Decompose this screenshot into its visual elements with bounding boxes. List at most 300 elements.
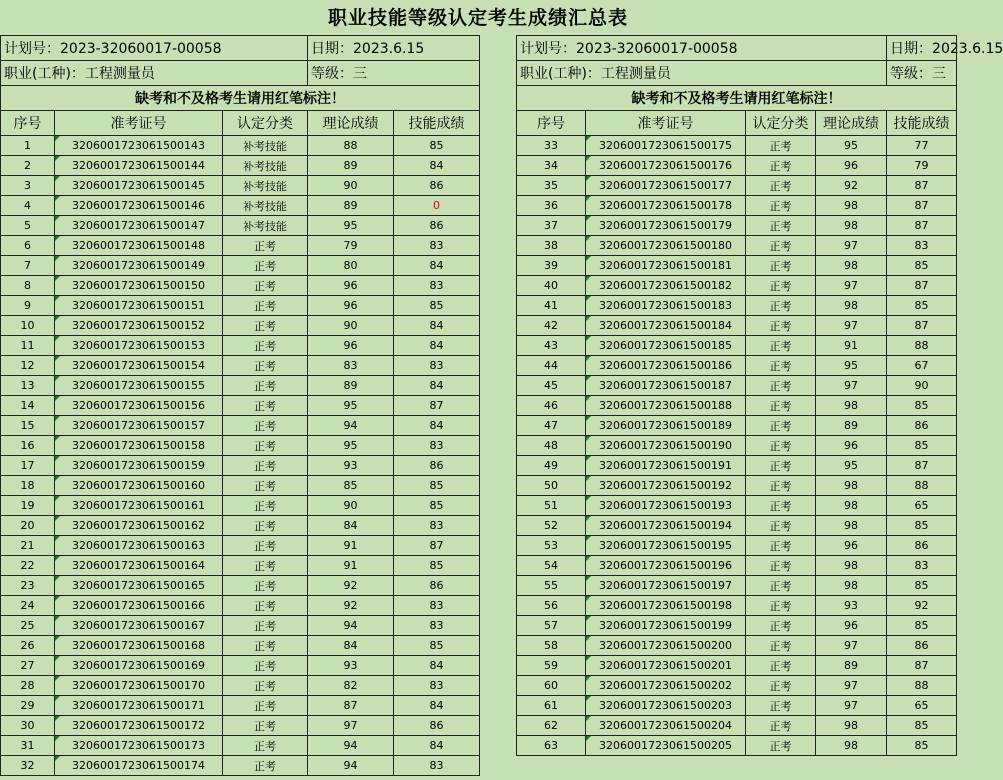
skill-cell: 85 (394, 636, 480, 656)
seq-cell: 13 (1, 376, 55, 396)
exam-date: 日期：2023.6.15 (308, 36, 480, 61)
ticket-cell: 3206001723061500181 (586, 256, 746, 276)
ticket-cell: 3206001723061500198 (586, 596, 746, 616)
category-cell: 正考 (746, 456, 816, 476)
skill-cell: 84 (394, 336, 480, 356)
table-row (1, 656, 480, 676)
category-cell: 正考 (746, 536, 816, 556)
table-row (517, 136, 957, 156)
theory-cell: 96 (308, 336, 394, 356)
skill-cell: 90 (887, 376, 957, 396)
category-cell: 正考 (746, 436, 816, 456)
theory-cell: 98 (816, 396, 887, 416)
category-cell: 正考 (223, 496, 308, 516)
seq-cell: 16 (1, 436, 55, 456)
theory-cell: 98 (816, 196, 887, 216)
ticket-cell: 3206001723061500157 (55, 416, 223, 436)
theory-cell: 91 (308, 556, 394, 576)
skill-cell: 67 (887, 356, 957, 376)
table-row (517, 356, 957, 376)
ticket-cell: 3206001723061500143 (55, 136, 223, 156)
theory-cell: 97 (816, 236, 887, 256)
header-skill: 技能成绩 (887, 111, 957, 136)
ticket-cell: 3206001723061500155 (55, 376, 223, 396)
ticket-cell: 3206001723061500190 (586, 436, 746, 456)
ticket-cell: 3206001723061500201 (586, 656, 746, 676)
category-cell: 正考 (223, 456, 308, 476)
category-cell: 补考技能 (223, 216, 308, 236)
red-pen-note: 缺考和不及格考生请用红笔标注！ (1, 86, 480, 111)
seq-cell: 9 (1, 296, 55, 316)
ticket-cell: 3206001723061500188 (586, 396, 746, 416)
seq-cell: 25 (1, 616, 55, 636)
category-cell: 正考 (746, 276, 816, 296)
ticket-cell: 3206001723061500168 (55, 636, 223, 656)
seq-cell: 28 (1, 676, 55, 696)
ticket-cell: 3206001723061500152 (55, 316, 223, 336)
seq-cell: 24 (1, 596, 55, 616)
theory-cell: 89 (308, 156, 394, 176)
category-cell: 正考 (223, 696, 308, 716)
seq-cell: 23 (1, 576, 55, 596)
table-row (1, 356, 480, 376)
seq-cell: 41 (517, 296, 586, 316)
table-row (517, 596, 957, 616)
seq-cell: 47 (517, 416, 586, 436)
category-cell: 正考 (746, 516, 816, 536)
table-row (517, 736, 957, 756)
skill-cell: 83 (394, 436, 480, 456)
skill-cell: 88 (887, 336, 957, 356)
ticket-cell: 3206001723061500147 (55, 216, 223, 236)
ticket-cell: 3206001723061500202 (586, 676, 746, 696)
plan-number: 计划号：2023-32060017-00058 (1, 36, 308, 61)
theory-cell: 97 (816, 636, 887, 656)
seq-cell: 50 (517, 476, 586, 496)
skill-cell: 88 (887, 476, 957, 496)
category-cell: 正考 (746, 336, 816, 356)
skill-cell: 85 (887, 256, 957, 276)
ticket-cell: 3206001723061500178 (586, 196, 746, 216)
ticket-cell: 3206001723061500165 (55, 576, 223, 596)
theory-cell: 98 (816, 496, 887, 516)
theory-cell: 97 (308, 716, 394, 736)
table-row (1, 516, 480, 536)
table-row (1, 196, 480, 216)
ticket-cell: 3206001723061500184 (586, 316, 746, 336)
theory-cell: 90 (308, 316, 394, 336)
category-cell: 正考 (746, 196, 816, 216)
skill-cell: 85 (394, 556, 480, 576)
skill-cell: 65 (887, 496, 957, 516)
category-cell: 正考 (223, 636, 308, 656)
theory-cell: 91 (308, 536, 394, 556)
ticket-cell: 3206001723061500154 (55, 356, 223, 376)
header-theory: 理论成绩 (308, 111, 394, 136)
skill-cell: 86 (394, 216, 480, 236)
ticket-cell: 3206001723061500146 (55, 196, 223, 216)
theory-cell: 97 (816, 676, 887, 696)
theory-cell: 98 (816, 576, 887, 596)
table-row (517, 476, 957, 496)
ticket-cell: 3206001723061500191 (586, 456, 746, 476)
table-row (517, 556, 957, 576)
ticket-cell: 3206001723061500167 (55, 616, 223, 636)
category-cell: 正考 (223, 436, 308, 456)
theory-cell: 89 (308, 376, 394, 396)
theory-cell: 94 (308, 736, 394, 756)
exam-date: 日期：2023.6.15 (887, 36, 957, 61)
table-row (517, 536, 957, 556)
category-cell: 正考 (746, 596, 816, 616)
ticket-cell: 3206001723061500196 (586, 556, 746, 576)
table-row (517, 256, 957, 276)
skill-cell: 85 (887, 576, 957, 596)
skill-cell: 85 (887, 296, 957, 316)
header-category: 认定分类 (746, 111, 816, 136)
category-cell: 正考 (223, 756, 308, 776)
category-cell: 正考 (223, 256, 308, 276)
seq-cell: 31 (1, 736, 55, 756)
table-row (1, 576, 480, 596)
category-cell: 正考 (746, 736, 816, 756)
ticket-cell: 3206001723061500148 (55, 236, 223, 256)
theory-cell: 85 (308, 476, 394, 496)
table-row (517, 196, 957, 216)
seq-cell: 62 (517, 716, 586, 736)
seq-cell: 57 (517, 616, 586, 636)
table-row (517, 236, 957, 256)
skill-cell: 86 (887, 636, 957, 656)
ticket-cell: 3206001723061500174 (55, 756, 223, 776)
theory-cell: 98 (816, 256, 887, 276)
skill-cell: 77 (887, 136, 957, 156)
ticket-cell: 3206001723061500180 (586, 236, 746, 256)
seq-cell: 4 (1, 196, 55, 216)
skill-cell: 86 (887, 536, 957, 556)
table-row (1, 596, 480, 616)
seq-cell: 29 (1, 696, 55, 716)
seq-cell: 48 (517, 436, 586, 456)
seq-cell: 61 (517, 696, 586, 716)
skill-cell: 86 (394, 456, 480, 476)
table-row (1, 296, 480, 316)
occupation: 职业(工种)：工程测量员 (1, 61, 308, 86)
seq-cell: 8 (1, 276, 55, 296)
theory-cell: 91 (816, 336, 887, 356)
seq-cell: 1 (1, 136, 55, 156)
category-cell: 正考 (223, 536, 308, 556)
theory-cell: 98 (816, 736, 887, 756)
skill-cell: 85 (394, 136, 480, 156)
theory-cell: 94 (308, 416, 394, 436)
skill-cell: 85 (394, 496, 480, 516)
skill-cell: 83 (394, 236, 480, 256)
seq-cell: 6 (1, 236, 55, 256)
ticket-cell: 3206001723061500193 (586, 496, 746, 516)
category-cell: 正考 (223, 716, 308, 736)
seq-cell: 22 (1, 556, 55, 576)
table-row (517, 716, 957, 736)
table-row (1, 256, 480, 276)
table-row (1, 736, 480, 756)
seq-cell: 18 (1, 476, 55, 496)
table-row (517, 156, 957, 176)
category-cell: 正考 (746, 396, 816, 416)
skill-cell: 87 (887, 316, 957, 336)
ticket-cell: 3206001723061500170 (55, 676, 223, 696)
theory-cell: 93 (308, 456, 394, 476)
seq-cell: 20 (1, 516, 55, 536)
category-cell: 正考 (223, 476, 308, 496)
seq-cell: 21 (1, 536, 55, 556)
table-row (517, 616, 957, 636)
ticket-cell: 3206001723061500166 (55, 596, 223, 616)
ticket-cell: 3206001723061500156 (55, 396, 223, 416)
seq-cell: 26 (1, 636, 55, 656)
ticket-cell: 3206001723061500158 (55, 436, 223, 456)
category-cell: 正考 (223, 616, 308, 636)
seq-cell: 60 (517, 676, 586, 696)
ticket-cell: 3206001723061500159 (55, 456, 223, 476)
category-cell: 正考 (746, 476, 816, 496)
skill-cell: 84 (394, 376, 480, 396)
table-row (1, 416, 480, 436)
theory-cell: 97 (816, 276, 887, 296)
ticket-cell: 3206001723061500164 (55, 556, 223, 576)
seq-cell: 30 (1, 716, 55, 736)
skill-cell: 84 (394, 256, 480, 276)
theory-cell: 97 (816, 316, 887, 336)
ticket-cell: 3206001723061500189 (586, 416, 746, 436)
skill-cell: 88 (887, 676, 957, 696)
skill-cell: 87 (887, 216, 957, 236)
ticket-cell: 3206001723061500169 (55, 656, 223, 676)
skill-cell: 65 (887, 696, 957, 716)
category-cell: 正考 (746, 316, 816, 336)
category-cell: 正考 (746, 656, 816, 676)
theory-cell: 96 (816, 536, 887, 556)
theory-cell: 98 (816, 556, 887, 576)
table-row (1, 636, 480, 656)
theory-cell: 90 (308, 176, 394, 196)
seq-cell: 45 (517, 376, 586, 396)
skill-cell: 83 (887, 236, 957, 256)
theory-cell: 95 (816, 456, 887, 476)
ticket-cell: 3206001723061500204 (586, 716, 746, 736)
ticket-cell: 3206001723061500161 (55, 496, 223, 516)
theory-cell: 92 (308, 576, 394, 596)
category-cell: 正考 (746, 176, 816, 196)
theory-cell: 92 (816, 176, 887, 196)
seq-cell: 5 (1, 216, 55, 236)
table-row (517, 676, 957, 696)
table-row (1, 436, 480, 456)
ticket-cell: 3206001723061500185 (586, 336, 746, 356)
theory-cell: 82 (308, 676, 394, 696)
table-row (1, 476, 480, 496)
table-row (517, 376, 957, 396)
table-row (1, 716, 480, 736)
category-cell: 正考 (223, 516, 308, 536)
category-cell: 正考 (746, 616, 816, 636)
category-cell: 正考 (223, 396, 308, 416)
category-cell: 正考 (746, 416, 816, 436)
header-category: 认定分类 (223, 111, 308, 136)
theory-cell: 98 (816, 476, 887, 496)
table-row (517, 656, 957, 676)
table-row (1, 236, 480, 256)
category-cell: 正考 (223, 356, 308, 376)
theory-cell: 89 (816, 656, 887, 676)
seq-cell: 12 (1, 356, 55, 376)
theory-cell: 88 (308, 136, 394, 156)
category-cell: 正考 (746, 236, 816, 256)
skill-cell: 84 (394, 156, 480, 176)
ticket-cell: 3206001723061500172 (55, 716, 223, 736)
theory-cell: 98 (816, 516, 887, 536)
skill-cell: 85 (887, 716, 957, 736)
table-row (517, 576, 957, 596)
category-cell: 正考 (223, 336, 308, 356)
seq-cell: 35 (517, 176, 586, 196)
seq-cell: 58 (517, 636, 586, 656)
theory-cell: 96 (308, 296, 394, 316)
ticket-cell: 3206001723061500194 (586, 516, 746, 536)
ticket-cell: 3206001723061500200 (586, 636, 746, 656)
theory-cell: 90 (308, 496, 394, 516)
theory-cell: 83 (308, 356, 394, 376)
theory-cell: 84 (308, 516, 394, 536)
category-cell: 正考 (223, 736, 308, 756)
category-cell: 正考 (746, 676, 816, 696)
table-row (517, 336, 957, 356)
skill-cell: 83 (394, 616, 480, 636)
table-row (517, 296, 957, 316)
table-row (517, 176, 957, 196)
ticket-cell: 3206001723061500197 (586, 576, 746, 596)
header-seq: 序号 (1, 111, 55, 136)
seq-cell: 56 (517, 596, 586, 616)
table-row (1, 496, 480, 516)
skill-cell: 85 (887, 436, 957, 456)
category-cell: 正考 (223, 416, 308, 436)
category-cell: 正考 (746, 356, 816, 376)
table-row (517, 316, 957, 336)
seq-cell: 36 (517, 196, 586, 216)
seq-cell: 7 (1, 256, 55, 276)
table-row (517, 456, 957, 476)
seq-cell: 2 (1, 156, 55, 176)
seq-cell: 51 (517, 496, 586, 516)
header-theory: 理论成绩 (816, 111, 887, 136)
ticket-cell: 3206001723061500177 (586, 176, 746, 196)
category-cell: 补考技能 (223, 156, 308, 176)
skill-cell: 83 (394, 676, 480, 696)
seq-cell: 59 (517, 656, 586, 676)
table-row (1, 616, 480, 636)
seq-cell: 43 (517, 336, 586, 356)
sheet-title: 职业技能等级认定考生成绩汇总表 (327, 7, 628, 29)
seq-cell: 3 (1, 176, 55, 196)
skill-cell: 86 (887, 416, 957, 436)
seq-cell: 53 (517, 536, 586, 556)
skill-cell: 84 (394, 416, 480, 436)
seq-cell: 27 (1, 656, 55, 676)
category-cell: 正考 (223, 576, 308, 596)
ticket-cell: 3206001723061500176 (586, 156, 746, 176)
theory-cell: 79 (308, 236, 394, 256)
category-cell: 正考 (746, 556, 816, 576)
category-cell: 正考 (746, 256, 816, 276)
skill-cell: 85 (887, 396, 957, 416)
table-row (517, 436, 957, 456)
ticket-cell: 3206001723061500175 (586, 136, 746, 156)
category-cell: 正考 (223, 316, 308, 336)
category-cell: 正考 (746, 376, 816, 396)
seq-cell: 55 (517, 576, 586, 596)
ticket-cell: 3206001723061500173 (55, 736, 223, 756)
theory-cell: 92 (308, 596, 394, 616)
ticket-cell: 3206001723061500199 (586, 616, 746, 636)
theory-cell: 94 (308, 616, 394, 636)
category-cell: 正考 (223, 296, 308, 316)
ticket-cell: 3206001723061500163 (55, 536, 223, 556)
skill-cell: 84 (394, 656, 480, 676)
seq-cell: 42 (517, 316, 586, 336)
skill-cell: 85 (887, 736, 957, 756)
skill-cell: 87 (887, 276, 957, 296)
table-row (1, 276, 480, 296)
header-skill: 技能成绩 (394, 111, 480, 136)
skill-cell: 86 (394, 716, 480, 736)
skill-cell: 92 (887, 596, 957, 616)
table-row (1, 216, 480, 236)
seq-cell: 44 (517, 356, 586, 376)
skill-cell: 85 (394, 476, 480, 496)
ticket-cell: 3206001723061500183 (586, 296, 746, 316)
theory-cell: 95 (308, 396, 394, 416)
seq-cell: 39 (517, 256, 586, 276)
category-cell: 正考 (223, 556, 308, 576)
table-row (517, 516, 957, 536)
ticket-cell: 3206001723061500195 (586, 536, 746, 556)
skill-cell: 84 (394, 316, 480, 336)
ticket-cell: 3206001723061500149 (55, 256, 223, 276)
category-cell: 正考 (223, 596, 308, 616)
seq-cell: 37 (517, 216, 586, 236)
category-cell: 正考 (746, 696, 816, 716)
red-pen-note: 缺考和不及格考生请用红笔标注！ (517, 86, 957, 111)
theory-cell: 96 (816, 616, 887, 636)
theory-cell: 87 (308, 696, 394, 716)
theory-cell: 98 (816, 296, 887, 316)
table-row (1, 696, 480, 716)
skill-cell: 87 (887, 176, 957, 196)
seq-cell: 54 (517, 556, 586, 576)
skill-cell: 83 (394, 276, 480, 296)
category-cell: 正考 (223, 276, 308, 296)
ticket-cell: 3206001723061500145 (55, 176, 223, 196)
ticket-cell: 3206001723061500182 (586, 276, 746, 296)
theory-cell: 80 (308, 256, 394, 276)
category-cell: 正考 (746, 576, 816, 596)
ticket-cell: 3206001723061500150 (55, 276, 223, 296)
seq-cell: 17 (1, 456, 55, 476)
table-row (1, 136, 480, 156)
skill-cell: 86 (394, 176, 480, 196)
theory-cell: 89 (816, 416, 887, 436)
